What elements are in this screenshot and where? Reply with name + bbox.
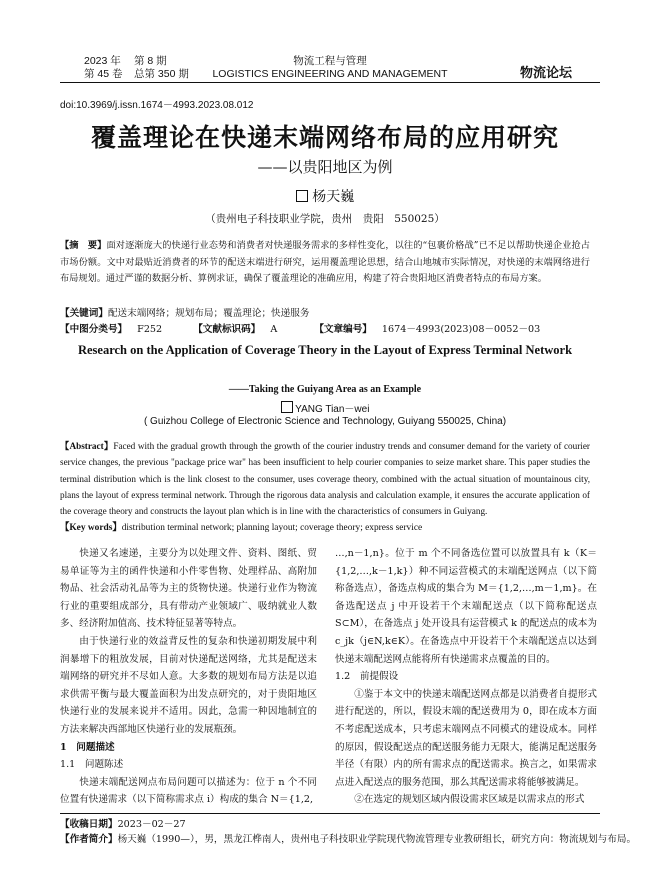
body-left-column	[60, 545, 317, 809]
body-paragraph: …,n－1,n}。位于 m 个不同备选位置可以放置具有 k（K＝{1,2,…,k－1,k}）种不同运营模式的末端配送网点（以下简称备选点），备选点构成的集合为 M＝{1,2,…,m－1,m}。在备选配送点 j 中开设若干个末端配送点（以下简称配送点 S⊂M），在备选点 j 处开设具有运营模式 k 的配送点的成本为 c_jk（j∈N,k∈K）。在备选点中开设若干个末端配送点以达到快递末端配送网点能将所有快递需求点覆盖的目的。	[335, 548, 597, 665]
abstract-zh-label: 【摘 要】	[60, 240, 107, 251]
author-en-marker-icon	[281, 401, 293, 413]
header-column-name: 物流论坛	[520, 65, 573, 80]
clc-label: 【中图分类号】	[60, 324, 128, 335]
affiliation-zh: （贵州电子科技职业学院，贵州 贵阳 550025）	[205, 213, 445, 225]
body-right-column	[335, 545, 597, 809]
footer-author-bio	[60, 832, 650, 847]
header-total-issue: 总第 350 期	[134, 68, 189, 80]
body-paragraph: 由于快递行业的效益背反性的复杂和快递初期发展中利润暴增下的粗放发展，目前对快递配送网络，尤其是配送末端网络的研究并不尽如人意。大多数的规划布局方法是以追求供需平衡与最大覆盖面积为出发点研究的，对于贵阳地区快递行业的发展来说并不适用。因此，急需一种因地制宜的方法来解决西部地区快递行业的发展瓶颈。	[60, 635, 317, 735]
doc-code-value: A	[270, 324, 278, 335]
clc-value: F252	[137, 324, 163, 335]
body-paragraph: 快递末端配送网点布局问题可以描述为：位于 n 个不同位置有快递需求（以下简称需求点 i）构成的集合 N＝{1,2,	[60, 776, 317, 806]
subtitle-zh: ——以贵阳地区为例	[257, 158, 393, 176]
author-en	[0, 400, 650, 415]
abstract-zh-text: 面对逐渐庞大的快递行业态势和消费者对快递服务需求的多样性变化，以往的“包裹价格战”已不足以帮助快递企业抢占市场份额。文中对最贴近消费者的环节的配送末端进行研究，运用覆盖理论思想，结合山地城市实际情况，对快递的末端网络进行布局规划。通过严谨的数据分析、算例求证，确保了覆盖理论的准确应用，构建了符合贵阳地区消费者特点的布局方案。	[60, 240, 590, 285]
abstract-en-text: Faced with the gradual growth through the growth of the courier industry trends and consumer demand for the variety of courier service changes, the previous "package price war" has been insufficient to help courier companies to seize market share. This paper studies the terminal distribution which is the link closest to the consumer, uses coverage theory, combined with the actual situation of mountainous city, plans the layout of express terminal network. Through the rigorous data analysis and calculation example, it ensures the accurate application of the coverage theory and constructs the layout plan which is in line with the characteristics of consumers in Guiyang.	[60, 441, 590, 517]
header-rule	[60, 82, 600, 83]
title-en: Research on the Application of Coverage Theory in the Layout of Express Terminal Network	[77, 343, 573, 357]
author-name-en: YANG Tian－wei	[295, 404, 370, 415]
received-value: 2023－02－27	[117, 819, 186, 830]
author-bio-value: 杨天巍（1990—），男，黑龙江桦南人，贵州电子科技职业学院现代物流管理专业教研组长，研究方向：物流规划与布局。	[117, 834, 637, 845]
received-label: 【收稿日期】	[60, 819, 118, 830]
header-volume: 第 45 卷	[84, 68, 123, 80]
body-paragraph: 快递又名速递，主要分为以处理文件、资料、图纸、贸易单证等为主的函件快递和小件零售物、处理样品、高附加物品、社会活动礼品等为主的货物快递。快递行业作为物流行业的重要组成部分，具有带动产业领域广、吸纳就业人数多、经济附加值高、技术特征显著等特点。	[60, 548, 317, 630]
keywords-zh-label: 【关键词】	[60, 308, 108, 319]
abstract-zh	[60, 238, 590, 288]
abstract-en	[60, 438, 590, 519]
keywords-en-text: distribution terminal network; planning layout; coverage theory; express service	[121, 523, 423, 533]
subsection-heading: 1.1 问题陈述	[60, 759, 124, 771]
keywords-en	[60, 519, 590, 533]
title-zh: 覆盖理论在快递末端网络布局的应用研究	[90, 123, 559, 152]
doi: doi:10.3969/j.issn.1674－4993.2023.08.012	[60, 100, 254, 111]
author-marker-icon	[296, 190, 308, 202]
abstract-en-label: 【Abstract】	[60, 441, 114, 451]
header-journal-zh: 物流工程与管理	[293, 55, 367, 67]
author-zh	[0, 186, 650, 206]
article-no-value: 1674－4993(2023)08－0052－03	[381, 324, 541, 335]
subsection-heading: 1.2 前提假设	[335, 671, 399, 683]
doc-code-label: 【文献标识码】	[193, 324, 261, 335]
section-heading: 1 问题描述	[60, 741, 115, 753]
keywords-zh	[60, 305, 590, 319]
subtitle-en: ——Taking the Guiyang Area as an Example	[228, 384, 422, 395]
affiliation-en: ( Guizhou College of Electronic Science and Technology, Guiyang 550025, China)	[143, 416, 507, 427]
body-paragraph: ①鉴于本文中的快递末端配送网点都是以消费者自提形式进行配送的，所以，假设末端的配送费用为 0，即在成本方面不考虑配送成本，只考虑末端网点不同模式的建设成本。同样的原因，假设配送点的配送服务能力无限大，能满足配送服务半径（有限）内的所有需求点的配送需求。换言之，如果需求点进入配送点的服务范围，那么其配送需求将能够被满足。	[335, 688, 597, 788]
keywords-en-label: 【Key words】	[60, 523, 122, 533]
header-year: 2023 年	[84, 55, 121, 67]
body-paragraph: ②在选定的规划区域内假设需求区域是以需求点的形式	[354, 794, 585, 806]
header-issue: 第 8 期	[134, 55, 167, 67]
meta-zh	[60, 321, 600, 335]
keywords-zh-text: 配送末端网络；规划布局；覆盖理论；快递服务	[107, 308, 310, 319]
author-bio-label: 【作者简介】	[60, 834, 118, 845]
article-no-label: 【文章编号】	[314, 324, 372, 335]
footer-received	[60, 817, 600, 832]
footer-rule	[60, 813, 600, 814]
author-name-zh: 杨天巍	[312, 189, 355, 205]
header-journal-en: LOGISTICS ENGINEERING AND MANAGEMENT	[212, 68, 448, 80]
